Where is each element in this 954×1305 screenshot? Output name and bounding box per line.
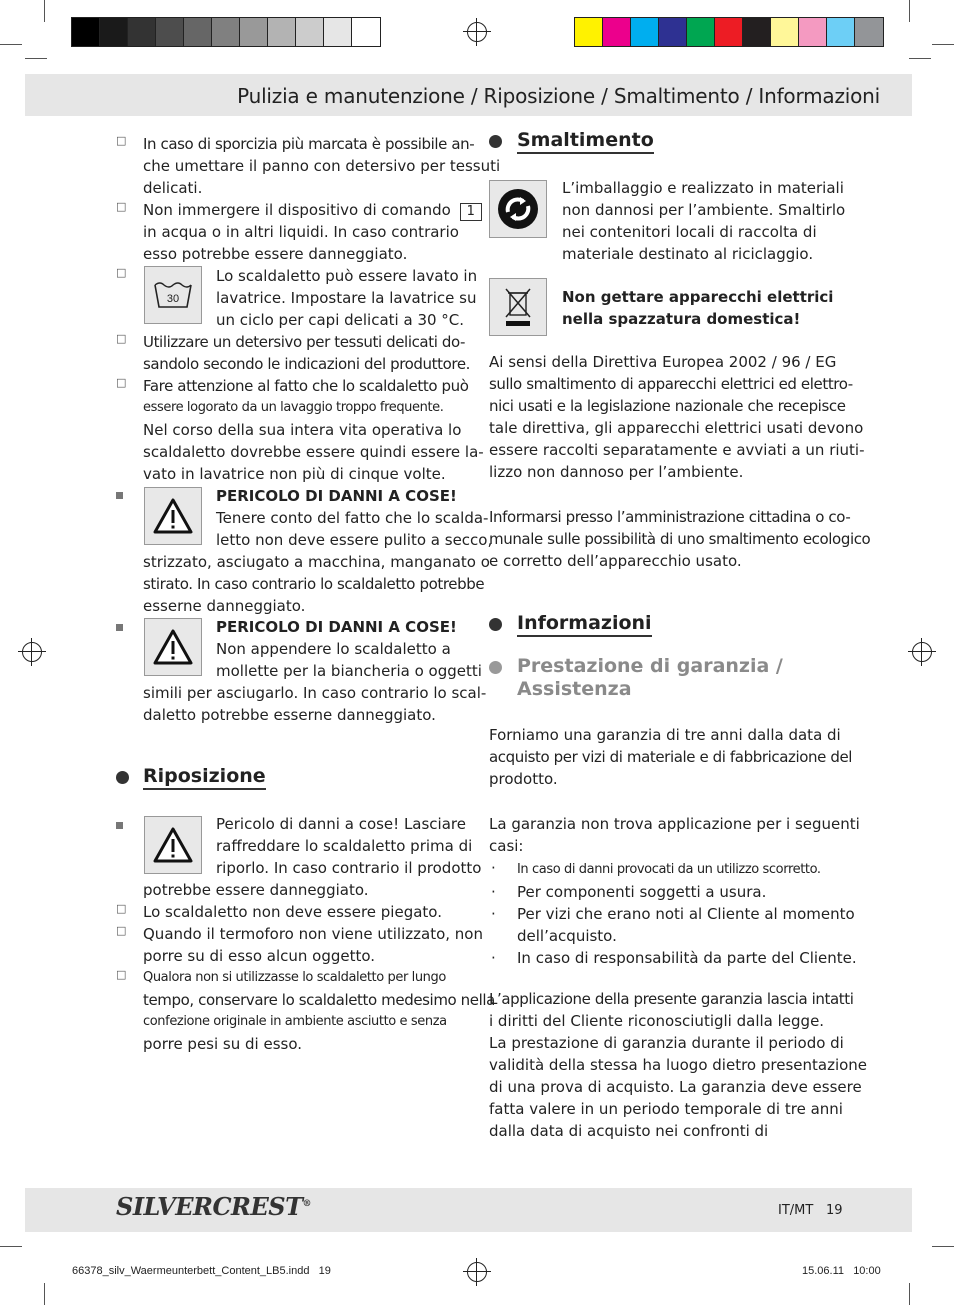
color-swatch bbox=[631, 18, 659, 46]
green-dot-recycle-icon bbox=[489, 180, 547, 238]
crop-mark bbox=[25, 58, 47, 59]
color-swatch bbox=[827, 18, 855, 46]
square-bullet-icon bbox=[116, 822, 123, 829]
square-bullet-icon bbox=[116, 624, 123, 631]
checkbox-bullet-icon: □ bbox=[116, 266, 127, 279]
checkbox-bullet-icon: □ bbox=[116, 200, 127, 213]
list-item-cont: dell’acquisto. bbox=[517, 927, 617, 945]
section-bullet-icon bbox=[116, 771, 129, 784]
list-item: · Per componenti soggetti a usura. bbox=[491, 883, 767, 901]
crop-mark bbox=[44, 0, 45, 22]
checkbox-bullet-icon: □ bbox=[116, 332, 127, 345]
section-heading-informazioni: Informazioni bbox=[517, 612, 652, 634]
paragraph: Forniamo una garanzia di tre anni dalla data di acquisto per vizi di materiale e di fabbricazione del prodotto. bbox=[489, 726, 853, 788]
color-swatch bbox=[715, 18, 743, 46]
color-swatch bbox=[575, 18, 603, 46]
exclusion-list bbox=[489, 857, 857, 969]
gray-swatch bbox=[352, 18, 380, 46]
section-heading-riposizione: Riposizione bbox=[143, 765, 266, 787]
gray-swatch bbox=[324, 18, 352, 46]
list-item: Utilizzare un detersivo per tessuti delicati do- sandolo secondo le indicazioni del produttore. bbox=[143, 333, 471, 373]
washing-symbol-icon bbox=[144, 266, 202, 324]
gray-swatch bbox=[100, 18, 128, 46]
warning-block: PERICOLO DI DANNI A COSE! Tenere conto del fatto che lo scalda- letto non deve essere pulito a secco, bbox=[216, 487, 493, 549]
section-bullet-icon bbox=[489, 135, 502, 148]
list-item: · In caso di danni provocati da un utilizzo scorretto. bbox=[491, 859, 821, 877]
list-item: · Per vizi che erano noti al Cliente al momento bbox=[491, 905, 855, 923]
warning-block-cont: potrebbe essere danneggiato. bbox=[143, 881, 369, 899]
gray-swatch bbox=[128, 18, 156, 46]
crop-mark bbox=[909, 0, 910, 22]
registration-mark-icon bbox=[912, 642, 932, 662]
section-heading-smaltimento: Smaltimento bbox=[517, 129, 654, 151]
color-swatch bbox=[743, 18, 771, 46]
packaging-text: L’imballaggio e realizzato in materiali non dannosi per l’ambiente. Smaltirlo nei contenitori locali di raccolta di materiale destinato al riciclaggio. bbox=[562, 179, 846, 263]
warning-block: PERICOLO DI DANNI A COSE! Non appendere lo scaldaletto a mollette per la biancheria o oggetti bbox=[216, 618, 482, 680]
checkbox-bullet-icon: □ bbox=[116, 924, 127, 937]
wash-temperature: 30 bbox=[166, 293, 180, 305]
checkbox-bullet-icon: □ bbox=[116, 376, 127, 389]
list-item: Quando il termoforo non viene utilizzato, non porre su di esso alcun oggetto. bbox=[143, 925, 483, 965]
page-title: Pulizia e manutenzione / Riposizione / Smaltimento / Informazioni bbox=[237, 84, 880, 108]
paragraph: Informarsi presso l’amministrazione cittadina o co- munale sulle possibilità di uno smaltimento ecologico e corretto dell’apparecchio usato. bbox=[489, 508, 871, 570]
gray-swatch bbox=[296, 18, 324, 46]
list-item: · In caso di responsabilità da parte del Cliente. bbox=[491, 949, 857, 967]
section-bullet-icon bbox=[489, 661, 502, 674]
gray-swatch bbox=[184, 18, 212, 46]
list-item: Fare attenzione al fatto che lo scaldaletto può essere logorato da un lavaggio troppo frequente. Nel corso della sua intera vita operativa lo scaldaletto dovrebbe essere quindi essere la- vato in lavatrice non più di cinque volte. bbox=[143, 377, 484, 483]
crop-mark bbox=[909, 58, 931, 59]
gray-swatch bbox=[212, 18, 240, 46]
checkbox-bullet-icon: □ bbox=[116, 134, 127, 147]
gray-swatch bbox=[72, 18, 100, 46]
section-heading-garanzia: Prestazione di garanzia / Assistenza bbox=[517, 655, 783, 700]
gray-swatch bbox=[268, 18, 296, 46]
paragraph: Ai sensi della Direttiva Europea 2002 / 96 / EG sullo smaltimento di apparecchi elettrici ed elettro- nici usati e la legislazione nazionale che recepisce tale direttiva, gli apparecchi elettrici usati devono essere raccolti separatamente e avviati a un riuti- lizzo non dannoso per l’ambiente. bbox=[489, 353, 865, 481]
warning-block-cont: strizzato, asciugato a macchina, manganato o stirato. In caso contrario lo scaldaletto potrebbe esserne danneggiato. bbox=[143, 553, 490, 615]
list-item: In caso di sporcizia più marcata è possibile an- che umettare il panno con detersivo per tessuti delicati. bbox=[143, 135, 501, 197]
gray-swatch bbox=[156, 18, 184, 46]
list-item: Non immergere il dispositivo di comando 1 in acqua o in altri liquidi. In caso contrario esso potrebbe essere danneggiato. bbox=[143, 199, 482, 265]
warning-triangle-icon bbox=[144, 618, 202, 676]
warning-block: Pericolo di danni a cose! Lasciare raffreddare lo scaldaletto prima di riporlo. In caso contrario il prodotto bbox=[216, 815, 482, 877]
section-bullet-icon bbox=[489, 618, 502, 631]
paragraph: La garanzia non trova applicazione per i seguenti casi: bbox=[489, 815, 860, 855]
warning-block-cont: simili per asciugarlo. In caso contrario lo scal- daletto potrebbe esserne danneggiato. bbox=[143, 684, 487, 724]
warning-triangle-icon bbox=[144, 487, 202, 545]
list-item: Lo scaldaletto può essere lavato in lavatrice. Impostare la lavatrice su un ciclo per capi delicati a 30 °C. bbox=[216, 267, 478, 329]
list-item: Lo scaldaletto non deve essere piegato. bbox=[143, 903, 442, 921]
page-number: 19 bbox=[826, 1203, 843, 1218]
page-locale: IT/MT bbox=[778, 1203, 814, 1218]
paragraph: L’applicazione della presente garanzia lascia intatti i diritti del Cliente riconosciutigli dalla legge. La prestazione di garanzia durante il periodo di validità della stessa ha luogo dietro presentazione di una prova di acquisto. La garanzia deve essere fatta valere in un periodo temporale di tre anni dalla data di acquisto nei confronti di bbox=[489, 990, 868, 1140]
color-swatch bbox=[687, 18, 715, 46]
checkbox-bullet-icon: □ bbox=[116, 968, 127, 981]
checkbox-bullet-icon: □ bbox=[116, 902, 127, 915]
color-swatch bbox=[855, 18, 883, 46]
crop-mark bbox=[932, 44, 954, 45]
list-item: Qualora non si utilizzasse lo scaldaletto per lungo tempo, conservare lo scaldaletto medesimo nella confezione originale in ambiente asciutto e senza porre pesi su di esso. bbox=[143, 970, 495, 1053]
slug-timestamp: 15.06.11 10:00 bbox=[802, 1265, 881, 1277]
color-swatch bbox=[659, 18, 687, 46]
gray-swatch bbox=[240, 18, 268, 46]
registration-mark-icon bbox=[467, 1262, 487, 1282]
color-swatch bbox=[799, 18, 827, 46]
color-swatch bbox=[771, 18, 799, 46]
crop-mark bbox=[44, 1283, 45, 1305]
reference-number-box: 1 bbox=[460, 203, 482, 221]
warning-triangle-icon bbox=[144, 816, 202, 874]
crop-mark bbox=[932, 1246, 954, 1247]
crop-mark bbox=[909, 1283, 910, 1305]
registration-mark-icon bbox=[22, 642, 42, 662]
crop-mark bbox=[0, 44, 22, 45]
brand-logo: SILVERCREST® bbox=[116, 1192, 311, 1221]
slug-line: 66378_silv_Waermeunterbett_Content_LB5.indd 19 bbox=[72, 1265, 331, 1277]
crossed-bin-weee-icon bbox=[489, 278, 547, 336]
registration-mark-icon bbox=[467, 22, 487, 42]
square-bullet-icon bbox=[116, 492, 123, 499]
crop-mark bbox=[0, 1246, 22, 1247]
color-swatch bbox=[603, 18, 631, 46]
weee-warning: Non gettare apparecchi elettrici nella spazzatura domestica! bbox=[562, 288, 834, 328]
